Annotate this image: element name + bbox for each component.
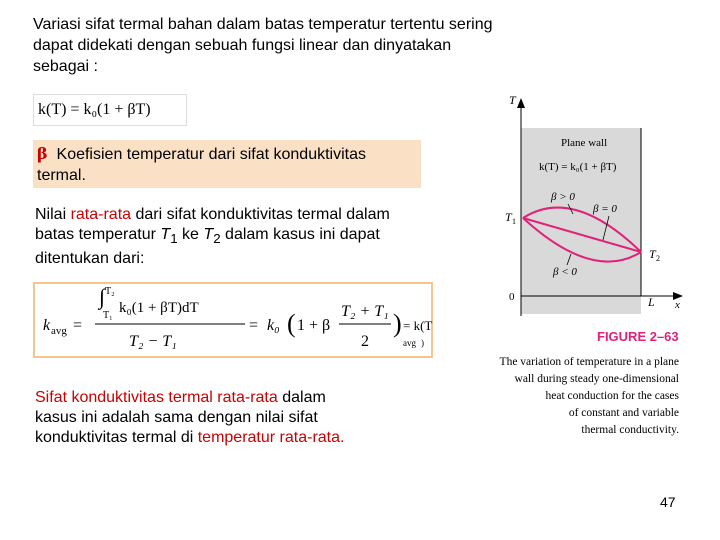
eq-int-upper: T₂ xyxy=(105,286,115,297)
caption-line-4: of constant and variable xyxy=(568,407,679,419)
nilai-t1: T xyxy=(160,226,171,243)
nilai-text-3: dalam kasus ini dapat ditentukan dari: xyxy=(35,226,380,268)
t1-label: T xyxy=(505,210,512,224)
zero-label: 0 xyxy=(509,291,515,303)
beta-definition-box xyxy=(33,140,421,188)
conclusion-highlight-2: temperatur rata-rata. xyxy=(197,429,345,446)
wall-rect xyxy=(521,128,641,314)
t2-sub: 2 xyxy=(656,254,660,263)
eq-paren-open: ( xyxy=(287,309,296,338)
eq-equals-2: = xyxy=(249,317,259,334)
caption-line-5: thermal conductivity. xyxy=(581,424,679,436)
caption-line-3: heat conduction for the cases xyxy=(545,390,679,402)
eq-integral-sign: ∫ xyxy=(99,284,106,309)
eq-kavg-sub: avg xyxy=(51,325,67,337)
caption-line-1: The variation of temperature in a plane xyxy=(499,356,679,368)
eq-frac-num: T₂ + T₁ xyxy=(341,303,389,320)
conclusion-paragraph xyxy=(35,388,365,448)
eq-frac-den: 2 xyxy=(361,333,369,350)
nilai-t2: T xyxy=(203,226,214,243)
caption-line-2: wall during steady one-dimensional xyxy=(514,373,679,385)
eq-rhs-close: ) xyxy=(421,338,424,348)
average-conductivity-equation xyxy=(33,282,433,358)
equation-svg xyxy=(35,284,435,360)
nilai-text-2: dari sifat konduktivitas termal dalam batas temperatur xyxy=(35,206,390,243)
beta-definition-text: Koefisien temperatur dari sifat konduktivitas termal. xyxy=(37,146,366,184)
eq-rhs-sub: avg xyxy=(403,338,416,348)
axis-t-label: T xyxy=(509,93,516,107)
nilai-t2-sub: 2 xyxy=(213,231,221,247)
eq-k0: k₀ xyxy=(267,317,280,334)
l-label: L xyxy=(648,295,655,309)
plane-wall-label: Plane wall xyxy=(561,137,608,149)
beta-neg-label: β < 0 xyxy=(553,266,577,278)
intro-paragraph: Variasi sifat termal bahan dalam batas temperatur tertentu sering dapat didekati dengan sebuah fungsi linear dan dinyatakan sebagai : xyxy=(33,16,493,75)
figure-title: FIGURE 2–63 xyxy=(597,329,679,344)
beta-zero-label: β = 0 xyxy=(593,203,617,215)
eq-int-lower: T₁ xyxy=(103,310,113,321)
t1-sub: 1 xyxy=(512,217,516,226)
eq-equals-1: = xyxy=(73,317,83,334)
nilai-highlight: rata-rata xyxy=(70,206,132,223)
eq-denominator: T₂ − T₁ xyxy=(129,333,177,350)
figure-svg xyxy=(443,90,684,445)
nilai-text-1: Nilai xyxy=(35,206,71,223)
beta-pos-label: β > 0 xyxy=(551,191,575,203)
eq-integrand: k₀(1 + βT)dT xyxy=(119,300,199,316)
eq-one-plus-beta: 1 + β xyxy=(297,317,331,334)
nilai-t1-sub: 1 xyxy=(170,231,178,247)
eq-paren-close: ) xyxy=(393,309,402,338)
average-value-paragraph xyxy=(35,205,425,269)
eq-kavg: k xyxy=(43,317,51,334)
conductivity-equation: k(T) = k₀(1 + βT) xyxy=(33,94,187,126)
eq-rhs: = k(T xyxy=(403,318,433,333)
t2-label: T xyxy=(649,247,656,261)
nilai-ke: ke xyxy=(177,226,204,243)
plane-wall-figure xyxy=(443,90,684,445)
axis-x-label: x xyxy=(675,299,680,311)
figure-equation: k(T) = k₀(1 + βT) xyxy=(539,161,617,173)
conclusion-text: dalam kasus ini adalah sama dengan nilai sifat konduktivitas termal di xyxy=(35,389,326,446)
conclusion-highlight-1: Sifat konduktivitas termal rata-rata xyxy=(35,389,278,406)
beta-symbol: β xyxy=(37,144,48,163)
page-number: 47 xyxy=(660,494,676,510)
